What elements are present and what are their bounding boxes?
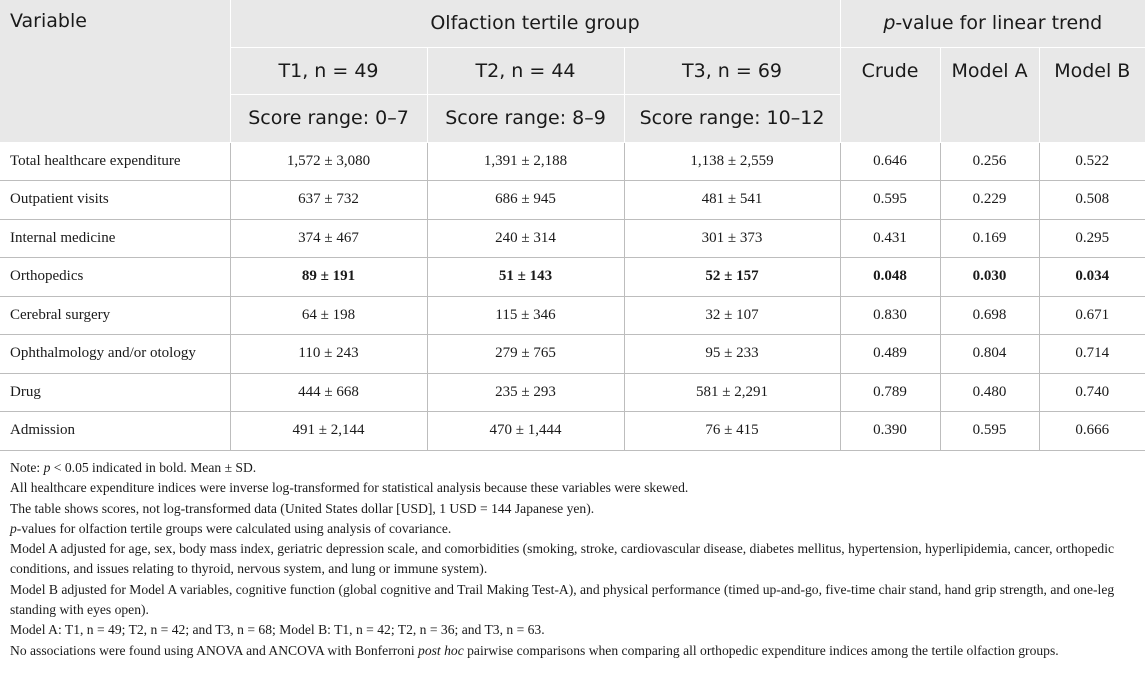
t1-cell: 444 ± 668 [230, 373, 427, 412]
table-row [0, 258, 1145, 297]
t2-cell: 1,391 ± 2,188 [427, 142, 624, 181]
table-row [0, 296, 1145, 335]
model-b-cell: 0.034 [1039, 258, 1145, 297]
t2-cell: 51 ± 143 [427, 258, 624, 297]
footnote-text: < 0.05 indicated in bold. Mean ± SD. [50, 460, 257, 475]
pvalue-header-text: -value for linear trend [895, 12, 1103, 35]
table-row [0, 219, 1145, 258]
footnote-text: -values for olfaction tertile groups were calculated using analysis of covariance. [16, 520, 452, 536]
model-a-header: Model A [940, 47, 1039, 142]
table-row [0, 142, 1145, 181]
table-row [0, 412, 1145, 451]
crude-cell: 0.595 [840, 181, 940, 220]
model-b-cell: 0.671 [1039, 296, 1145, 335]
t3-score-range: Score range: 10–12 [624, 94, 840, 142]
t1-cell: 491 ± 2,144 [230, 412, 427, 451]
footnote-currency: The table shows scores, not log-transformed data (United States dollar [USD], 1 USD = 144 Japanese yen). [10, 500, 595, 516]
t3-cell: 1,138 ± 2,559 [624, 142, 840, 181]
footnote-model-a: Model A adjusted for age, sex, body mass index, geriatric depression scale, and comorbidities (smoking, stroke, cardiovascular disease, diabetes mellitus, hypertension, hyperlipidemia, cancer, orthopedic conditions, and issues relating to thyroid, nervous system, and lung or immune system). [10, 541, 1115, 577]
t2-cell: 279 ± 765 [427, 335, 624, 374]
model-a-cell: 0.804 [940, 335, 1039, 374]
crude-cell: 0.431 [840, 219, 940, 258]
variable-cell: Orthopedics [0, 258, 230, 297]
variable-cell: Total healthcare expenditure [0, 142, 230, 181]
t1-score-range: Score range: 0–7 [230, 94, 427, 142]
variable-header: Variable [0, 0, 230, 142]
t1-cell: 89 ± 191 [230, 258, 427, 297]
model-a-cell: 0.595 [940, 412, 1039, 451]
variable-cell: Internal medicine [0, 219, 230, 258]
crude-cell: 0.646 [840, 142, 940, 181]
table-footnotes [10, 458, 1138, 661]
t2-score-range: Score range: 8–9 [427, 94, 624, 142]
t3-cell: 95 ± 233 [624, 335, 840, 374]
footnote-p-symbol: p [10, 520, 17, 536]
pvalue-trend-header [840, 0, 1145, 47]
footnote-posthoc [10, 641, 1138, 661]
t3-cell: 32 ± 107 [624, 296, 840, 335]
model-b-cell: 0.714 [1039, 335, 1145, 374]
t3-cell: 301 ± 373 [624, 219, 840, 258]
variable-cell: Outpatient visits [0, 181, 230, 220]
t1-cell: 64 ± 198 [230, 296, 427, 335]
model-b-header: Model B [1039, 47, 1145, 142]
model-b-cell: 0.295 [1039, 219, 1145, 258]
variable-cell: Admission [0, 412, 230, 451]
crude-cell: 0.830 [840, 296, 940, 335]
t2-cell: 470 ± 1,444 [427, 412, 624, 451]
model-a-cell: 0.169 [940, 219, 1039, 258]
footnote-model-b: Model B adjusted for Model A variables, cognitive function (global cognitive and Trail Making Test-A), and physical performance (timed up-and-go, five-time chair stand, hand grip strength, and one-leg standing with eyes open). [10, 581, 1115, 618]
pvalue-p-symbol: p [883, 12, 896, 35]
crude-cell: 0.048 [840, 258, 940, 297]
crude-header: Crude [840, 47, 940, 142]
t1-cell: 637 ± 732 [230, 181, 427, 220]
footnote-log-transform: All healthcare expenditure indices were inverse log-transformed for statistical analysis because these variables were skewed. [10, 480, 689, 496]
footnote-pvalues [10, 519, 1138, 539]
model-a-cell: 0.480 [940, 373, 1039, 412]
t1-cell: 374 ± 467 [230, 219, 427, 258]
footnote-sample-sizes: Model A: T1, n = 49; T2, n = 42; and T3, n = 68; Model B: T1, n = 42; T2, n = 36; and T3, n = 63. [10, 622, 545, 638]
t3-cell: 76 ± 415 [624, 412, 840, 451]
table-row [0, 373, 1145, 412]
variable-cell: Cerebral surgery [0, 296, 230, 335]
table-row [0, 181, 1145, 220]
variable-cell: Ophthalmology and/or otology [0, 335, 230, 374]
t2-header: T2, n = 44 [427, 47, 624, 94]
footnote-text: pairwise comparisons when comparing all orthopedic expenditure indices among the tertile olfaction groups. [463, 642, 1059, 658]
table-row [0, 335, 1145, 374]
t2-cell: 235 ± 293 [427, 373, 624, 412]
table-header [0, 0, 1145, 142]
t2-cell: 115 ± 346 [427, 296, 624, 335]
t3-header: T3, n = 69 [624, 47, 840, 94]
model-b-cell: 0.508 [1039, 181, 1145, 220]
variable-cell: Drug [0, 373, 230, 412]
t2-cell: 240 ± 314 [427, 219, 624, 258]
model-a-cell: 0.256 [940, 142, 1039, 181]
footnote-text: Note: [10, 460, 44, 475]
model-b-cell: 0.522 [1039, 142, 1145, 181]
crude-cell: 0.789 [840, 373, 940, 412]
model-a-cell: 0.698 [940, 296, 1039, 335]
t3-cell: 581 ± 2,291 [624, 373, 840, 412]
footnote-p-symbol: p [43, 460, 51, 475]
table-body [0, 142, 1145, 450]
model-a-cell: 0.229 [940, 181, 1039, 220]
model-a-cell: 0.030 [940, 258, 1039, 297]
t3-cell: 481 ± 541 [624, 181, 840, 220]
crude-cell: 0.390 [840, 412, 940, 451]
crude-cell: 0.489 [840, 335, 940, 374]
footnote-significance [10, 458, 1138, 478]
t2-cell: 686 ± 945 [427, 181, 624, 220]
model-b-cell: 0.740 [1039, 373, 1145, 412]
t1-header: T1, n = 49 [230, 47, 427, 94]
olfaction-group-header: Olfaction tertile group [230, 0, 840, 47]
t1-cell: 110 ± 243 [230, 335, 427, 374]
model-b-cell: 0.666 [1039, 412, 1145, 451]
t1-cell: 1,572 ± 3,080 [230, 142, 427, 181]
footnote-posthoc-term: post hoc [418, 642, 464, 658]
t3-cell: 52 ± 157 [624, 258, 840, 297]
footnote-text: No associations were found using ANOVA and ANCOVA with Bonferroni [10, 642, 419, 658]
